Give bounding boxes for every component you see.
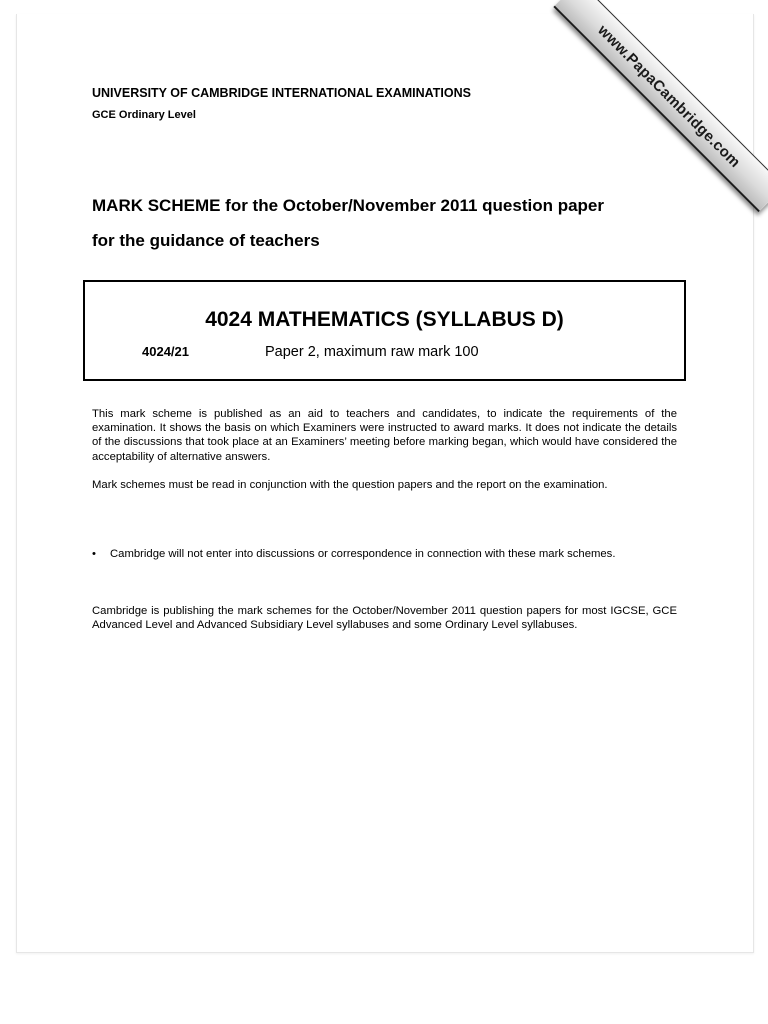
bullet-item [92,548,615,560]
publishing-paragraph: Cambridge is publishing the mark schemes for the October/November 2011 question papers for most IGCSE, GCE Advanced Level and Advanced Subsidiary Level syllabuses and some Ordinary Level syllabuses. [92,605,677,632]
conjunction-paragraph: Mark schemes must be read in conjunction with the question papers and the report on the examination. [92,479,608,491]
bullet-icon: • [92,548,96,560]
watermark-ribbon[interactable] [553,0,768,212]
intro-paragraph: This mark scheme is published as an aid to teachers and candidates, to indicate the requirements of the examination. It shows the basis on which Examiners were instructed to award marks. It does not indicate the details of the discussions that took place at an Examiners’ meeting before marking began, which would have considered the acceptability of alternative answers. [92,408,677,463]
subject-box [83,280,686,381]
watermark-corner [505,0,768,245]
subject-title: 4024 MATHEMATICS (SYLLABUS D) [205,308,564,331]
watermark-text: www.PapaCambridge.com [594,21,744,171]
bullet-text: Cambridge will not enter into discussions or correspondence in connection with these mark schemes. [110,548,616,560]
mark-scheme-subtitle: for the guidance of teachers [92,231,320,250]
paper-description: Paper 2, maximum raw mark 100 [265,344,479,360]
paper-code: 4024/21 [142,344,189,359]
organisation-heading: UNIVERSITY OF CAMBRIDGE INTERNATIONAL EXAMINATIONS [92,86,471,100]
mark-scheme-title: MARK SCHEME for the October/November 2011 question paper [92,196,604,215]
qualification-level: GCE Ordinary Level [92,109,196,121]
